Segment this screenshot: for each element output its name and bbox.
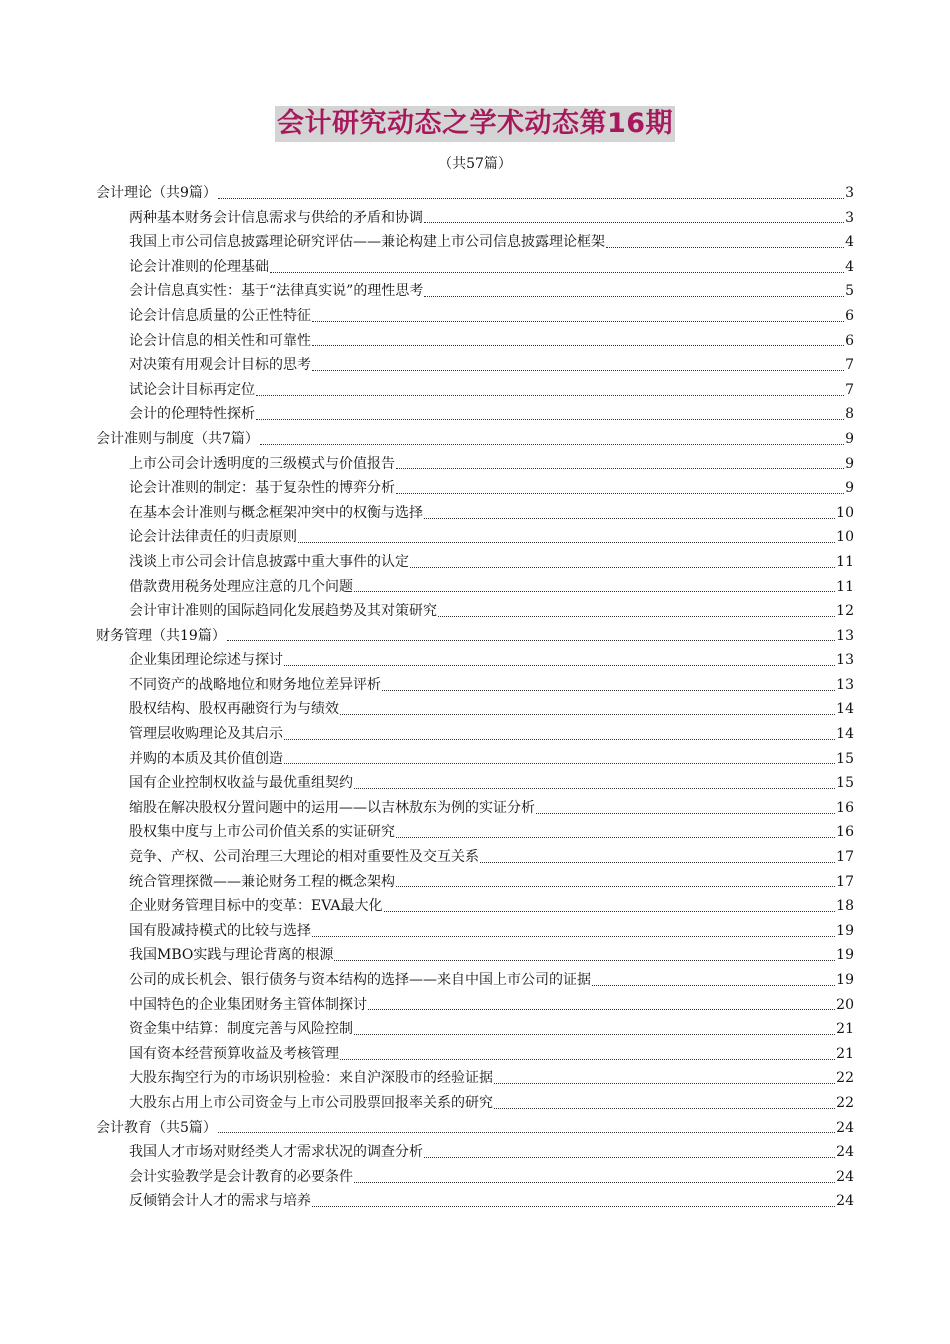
toc-page-number: 8	[845, 406, 854, 423]
toc-article-entry[interactable]	[96, 673, 854, 698]
toc-entry-title: 论会计信息的相关性和可靠性	[129, 332, 311, 349]
toc-page-number: 10	[836, 504, 854, 521]
toc-dot-leader	[424, 296, 844, 297]
toc-article-entry[interactable]	[96, 943, 854, 968]
toc-page-number: 7	[845, 357, 854, 374]
toc-page-number: 9	[845, 480, 854, 497]
toc-dot-leader	[312, 1206, 835, 1207]
toc-page-number: 18	[836, 898, 854, 915]
toc-page-number: 24	[836, 1119, 854, 1136]
toc-dot-leader	[284, 763, 835, 764]
toc-entry-title: 我国人才市场对财经类人才需求状况的调查分析	[129, 1144, 423, 1161]
toc-entry-title: 会计信息真实性：基于“法律真实说”的理性思考	[129, 283, 424, 300]
toc-article-entry[interactable]	[96, 501, 854, 526]
toc-page-number: 6	[845, 307, 854, 324]
toc-dot-leader	[354, 788, 835, 789]
toc-entry-title: 管理层收购理论及其启示	[129, 726, 283, 743]
toc-entry-title: 对决策有用观会计目标的思考	[129, 357, 311, 374]
toc-dot-leader	[312, 936, 835, 937]
toc-dot-leader	[256, 395, 844, 396]
toc-dot-leader	[494, 1108, 835, 1109]
toc-article-entry[interactable]	[96, 575, 854, 600]
toc-entry-title: 竞争、产权、公司治理三大理论的相对重要性及交互关系	[129, 849, 479, 866]
toc-article-entry[interactable]	[96, 452, 854, 477]
toc-article-entry[interactable]	[96, 1140, 854, 1165]
toc-article-entry[interactable]	[96, 796, 854, 821]
toc-dot-leader	[354, 1034, 835, 1035]
toc-article-entry[interactable]	[96, 599, 854, 624]
toc-dot-leader	[424, 1157, 835, 1158]
toc-dot-leader	[227, 640, 835, 641]
toc-dot-leader	[396, 886, 835, 887]
toc-article-entry[interactable]	[96, 255, 854, 280]
toc-page-number: 12	[836, 603, 854, 620]
toc-article-entry[interactable]	[96, 329, 854, 354]
toc-page-number: 14	[836, 726, 854, 743]
toc-article-entry[interactable]	[96, 1017, 854, 1042]
toc-entry-title: 大股东占用上市公司资金与上市公司股票回报率关系的研究	[129, 1094, 493, 1111]
toc-article-entry[interactable]	[96, 1091, 854, 1116]
toc-article-entry[interactable]	[96, 230, 854, 255]
table-of-contents	[96, 181, 854, 1214]
toc-article-entry[interactable]	[96, 820, 854, 845]
toc-page-number: 20	[836, 996, 854, 1013]
toc-entry-title: 会计教育（共5篇）	[96, 1119, 217, 1136]
toc-entry-title: 公司的成长机会、银行债务与资本结构的选择——来自中国上市公司的证据	[129, 972, 591, 988]
toc-page-number: 5	[845, 283, 854, 300]
toc-page-number: 3	[845, 209, 854, 226]
toc-entry-title: 不同资产的战略地位和财务地位差异评析	[129, 676, 381, 693]
toc-article-entry[interactable]	[96, 1042, 854, 1067]
toc-dot-leader	[424, 518, 835, 519]
toc-article-entry[interactable]	[96, 279, 854, 304]
toc-article-entry[interactable]	[96, 845, 854, 870]
toc-article-entry[interactable]	[96, 304, 854, 329]
toc-page-number: 22	[836, 1094, 854, 1111]
toc-page-number: 6	[845, 332, 854, 349]
toc-dot-leader	[340, 1059, 835, 1060]
toc-entry-title: 缩股在解决股权分置问题中的运用——以吉林敖东为例的实证分析	[129, 799, 535, 816]
toc-entry-title: 在基本会计准则与概念框架冲突中的权衡与选择	[129, 504, 423, 521]
toc-dot-leader	[354, 1182, 835, 1183]
toc-article-entry[interactable]	[96, 771, 854, 796]
toc-entry-title: 并购的本质及其价值创造	[129, 750, 283, 767]
toc-page-number: 17	[836, 849, 854, 866]
toc-page-number: 16	[836, 824, 854, 841]
toc-page-number: 24	[836, 1193, 854, 1210]
toc-article-entry[interactable]	[96, 1189, 854, 1214]
toc-dot-leader	[312, 370, 844, 371]
toc-dot-leader	[312, 345, 844, 346]
toc-article-entry[interactable]	[96, 353, 854, 378]
article-count: （共57篇）	[438, 156, 512, 172]
toc-page-number: 19	[836, 922, 854, 939]
toc-article-entry[interactable]	[96, 1165, 854, 1190]
toc-entry-title: 国有资本经营预算收益及考核管理	[129, 1045, 339, 1062]
toc-entry-title: 浅谈上市公司会计信息披露中重大事件的认定	[129, 553, 409, 570]
toc-entry-title: 试论会计目标再定位	[129, 381, 255, 398]
toc-entry-title: 借款费用税务处理应注意的几个问题	[129, 578, 353, 595]
toc-page-number: 21	[836, 1021, 854, 1038]
toc-article-entry[interactable]	[96, 870, 854, 895]
toc-entry-title: 企业财务管理目标中的变革：EVA最大化	[129, 898, 383, 915]
toc-article-entry[interactable]	[96, 402, 854, 427]
toc-page-number: 16	[836, 799, 854, 816]
toc-section-entry[interactable]	[96, 1116, 854, 1141]
toc-entry-title: 上市公司会计透明度的三级模式与价值报告	[129, 455, 395, 472]
toc-dot-leader	[334, 960, 835, 961]
toc-entry-title: 统合管理探微——兼论财务工程的概念架构	[129, 873, 395, 890]
toc-entry-title: 论会计准则的制定：基于复杂性的博弈分析	[129, 480, 395, 497]
toc-dot-leader	[410, 567, 835, 568]
toc-page-number: 13	[836, 627, 854, 644]
toc-entry-title: 会计实验教学是会计教育的必要条件	[129, 1168, 353, 1185]
toc-entry-title: 财务管理（共19篇）	[96, 627, 226, 644]
toc-page-number: 24	[836, 1144, 854, 1161]
toc-dot-leader	[260, 444, 844, 445]
toc-article-entry[interactable]	[96, 525, 854, 550]
toc-page-number: 11	[836, 578, 854, 595]
toc-entry-title: 国有股减持模式的比较与选择	[129, 922, 311, 939]
toc-article-entry[interactable]	[96, 747, 854, 772]
toc-dot-leader	[312, 321, 844, 322]
toc-entry-title: 两种基本财务会计信息需求与供给的矛盾和协调	[129, 209, 423, 226]
toc-article-entry[interactable]	[96, 993, 854, 1018]
toc-page-number: 22	[836, 1070, 854, 1087]
toc-entry-title: 我国上市公司信息披露理论研究评估——兼论构建上市公司信息披露理论框架	[129, 234, 605, 251]
toc-dot-leader	[270, 272, 844, 273]
toc-page-number: 19	[836, 972, 854, 988]
toc-dot-leader	[536, 813, 835, 814]
toc-entry-title: 反倾销会计人才的需求与培养	[129, 1193, 311, 1210]
toc-page-number: 9	[845, 455, 854, 472]
toc-page-number: 13	[836, 676, 854, 693]
toc-entry-title: 我国MBO实践与理论背离的根源	[129, 947, 334, 964]
toc-article-entry[interactable]	[96, 697, 854, 722]
toc-entry-title: 大股东掏空行为的市场识别检验：来自沪深股市的经验证据	[129, 1070, 493, 1087]
toc-dot-leader	[256, 419, 844, 420]
toc-page-number: 14	[836, 701, 854, 718]
toc-dot-leader	[480, 862, 835, 863]
toc-article-entry[interactable]	[96, 722, 854, 747]
toc-entry-title: 会计审计准则的国际趋同化发展趋势及其对策研究	[129, 603, 437, 620]
toc-page-number: 21	[836, 1045, 854, 1062]
toc-page-number: 4	[845, 234, 854, 251]
toc-entry-title: 会计准则与制度（共7篇）	[96, 430, 259, 447]
toc-page-number: 15	[836, 775, 854, 792]
toc-article-entry[interactable]	[96, 378, 854, 403]
toc-section-entry[interactable]	[96, 624, 854, 649]
toc-page-number: 24	[836, 1168, 854, 1185]
toc-page-number: 13	[836, 652, 854, 669]
toc-dot-leader	[298, 542, 835, 543]
toc-entry-title: 会计的伦理特性探析	[129, 406, 255, 423]
title-wrapper	[0, 106, 950, 142]
toc-dot-leader	[218, 198, 844, 199]
toc-dot-leader	[218, 1132, 835, 1133]
toc-dot-leader	[494, 1083, 835, 1084]
toc-dot-leader	[368, 1009, 835, 1010]
toc-section-entry[interactable]	[96, 427, 854, 452]
toc-entry-title: 论会计准则的伦理基础	[129, 258, 269, 275]
toc-page-number: 7	[845, 381, 854, 398]
toc-dot-leader	[396, 837, 835, 838]
toc-dot-leader	[284, 739, 835, 740]
toc-dot-leader	[592, 985, 835, 986]
toc-entry-title: 论会计信息质量的公正性特征	[129, 307, 311, 324]
toc-entry-title: 会计理论（共9篇）	[96, 185, 217, 201]
toc-article-entry[interactable]	[96, 968, 854, 993]
toc-dot-leader	[340, 714, 835, 715]
toc-page-number: 11	[836, 553, 854, 570]
toc-dot-leader	[396, 493, 844, 494]
toc-page-number: 10	[836, 529, 854, 546]
toc-entry-title: 股权集中度与上市公司价值关系的实证研究	[129, 824, 395, 841]
toc-dot-leader	[438, 616, 835, 617]
toc-dot-leader	[382, 690, 835, 691]
toc-article-entry[interactable]	[96, 648, 854, 673]
toc-article-entry[interactable]	[96, 476, 854, 501]
toc-dot-leader	[424, 222, 844, 223]
toc-page-number: 17	[836, 873, 854, 890]
document-title: 会计研究动态之学术动态第16期	[275, 106, 675, 142]
toc-dot-leader	[384, 911, 836, 912]
toc-article-entry[interactable]	[96, 550, 854, 575]
toc-page-number: 4	[845, 258, 854, 275]
toc-entry-title: 企业集团理论综述与探讨	[129, 652, 283, 669]
toc-article-entry[interactable]	[96, 919, 854, 944]
toc-section-entry[interactable]	[96, 181, 854, 206]
toc-page-number: 9	[845, 430, 854, 447]
toc-dot-leader	[354, 591, 835, 592]
toc-dot-leader	[396, 468, 844, 469]
toc-entry-title: 国有企业控制权收益与最优重组契约	[129, 775, 353, 792]
toc-page-number: 19	[836, 947, 854, 964]
toc-page-number: 3	[845, 185, 854, 201]
toc-dot-leader	[284, 665, 835, 666]
toc-entry-title: 中国特色的企业集团财务主管体制探讨	[129, 996, 367, 1013]
toc-page-number: 15	[836, 750, 854, 767]
toc-article-entry[interactable]	[96, 1066, 854, 1091]
toc-entry-title: 论会计法律责任的归责原则	[129, 529, 297, 546]
toc-entry-title: 股权结构、股权再融资行为与绩效	[129, 701, 339, 718]
toc-article-entry[interactable]	[96, 894, 854, 919]
toc-entry-title: 资金集中结算：制度完善与风险控制	[129, 1021, 353, 1038]
toc-dot-leader	[606, 247, 844, 248]
toc-article-entry[interactable]	[96, 206, 854, 231]
